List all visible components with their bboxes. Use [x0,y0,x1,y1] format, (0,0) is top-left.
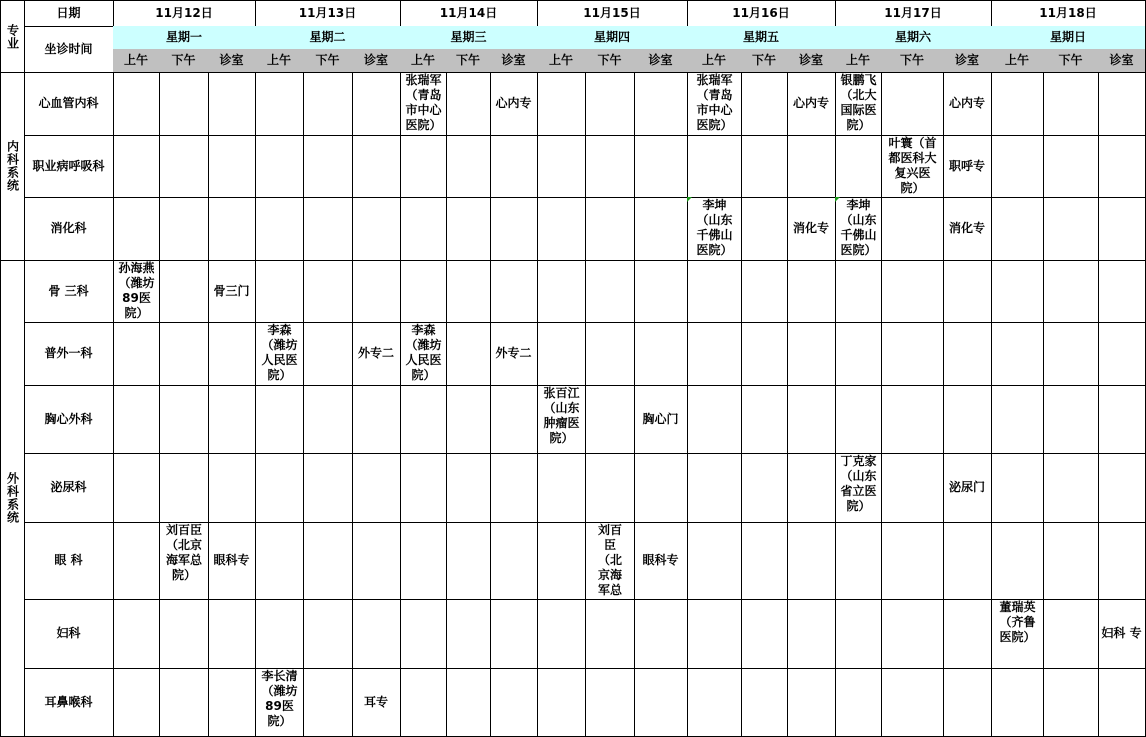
clinic-room [208,385,256,454]
doctor-entry: 李长清 （潍坊 89医 院） [255,668,304,737]
schedule-cell [159,135,209,198]
day-date: 11月12日 [113,0,256,27]
schedule-cell [1043,453,1099,523]
clinic-room [1098,197,1146,261]
day-date: 11月16日 [687,0,836,27]
clinic-room [943,668,992,737]
schedule-cell [835,322,882,386]
afternoon-header: 下午 [446,49,491,73]
room-header: 诊室 [352,49,401,73]
day-weekday: 星期四 [537,26,688,50]
schedule-cell [159,197,209,261]
schedule-cell [303,522,353,600]
schedule-cell [991,453,1044,523]
clinic-room [943,385,992,454]
schedule-cell [113,322,160,386]
schedule-cell [687,260,742,323]
room-header: 诊室 [943,49,992,73]
department-name: 消化科 [24,197,114,261]
schedule-cell [446,599,491,669]
clinic-room [208,599,256,669]
schedule-cell [537,72,586,136]
day-weekday: 星期三 [400,26,538,50]
doctor-entry: 银鹏飞 （北大 国际医 院） [835,72,882,136]
afternoon-header: 下午 [741,49,788,73]
clinic-room: 妇科 专 [1098,599,1146,669]
clinic-room: 职呼专 [943,135,992,198]
schedule-cell [400,135,447,198]
room-header: 诊室 [208,49,256,73]
morning-header: 上午 [687,49,742,73]
clinic-room [787,135,836,198]
schedule-cell [687,453,742,523]
schedule-cell [446,522,491,600]
schedule-cell [835,522,882,600]
clinic-room [352,72,401,136]
schedule-cell [159,599,209,669]
schedule-cell [585,599,635,669]
clinic-room [787,522,836,600]
clinic-room: 眼科专 [208,522,256,600]
clinic-room: 心内专 [787,72,836,136]
clinic-room: 骨三门 [208,260,256,323]
day-date: 11月18日 [991,0,1146,27]
day-date: 11月14日 [400,0,538,27]
schedule-cell [303,668,353,737]
department-name: 普外一科 [24,322,114,386]
room-header: 诊室 [1098,49,1146,73]
schedule-cell [255,599,304,669]
schedule-cell [741,260,788,323]
clinic-room: 外专二 [352,322,401,386]
clinic-room [787,385,836,454]
clinic-room [1098,322,1146,386]
schedule-cell [400,522,447,600]
clinic-room [490,197,538,261]
clinic-room: 消化专 [943,197,992,261]
doctor-entry: 张百江 （山东 肿瘤医 院） [537,385,586,454]
clinic-room [490,385,538,454]
schedule-cell [446,72,491,136]
clinic-room: 耳专 [352,668,401,737]
schedule-cell [687,522,742,600]
clinic-room: 心内专 [943,72,992,136]
clinic-room [490,599,538,669]
schedule-cell [537,522,586,600]
room-header: 诊室 [787,49,836,73]
schedule-cell [537,322,586,386]
schedule-cell [881,197,944,261]
schedule-cell [881,453,944,523]
schedule-cell [741,322,788,386]
schedule-cell [113,453,160,523]
schedule-cell [991,72,1044,136]
clinic-room [352,260,401,323]
schedule-cell [113,522,160,600]
schedule-cell [881,322,944,386]
clinic-room [943,599,992,669]
doctor-entry: 张瑞军 （青岛 市中心 医院） [400,72,447,136]
clinic-room: 眼科专 [634,522,688,600]
clinic-room [634,453,688,523]
schedule-cell [446,197,491,261]
department-name: 妇科 [24,599,114,669]
schedule-cell [537,453,586,523]
schedule-cell [835,135,882,198]
schedule-cell [835,260,882,323]
schedule-cell [446,385,491,454]
clinic-room: 消化专 [787,197,836,261]
schedule-cell [741,197,788,261]
schedule-cell [400,599,447,669]
schedule-cell [303,599,353,669]
schedule-cell [1043,522,1099,600]
schedule-cell [446,322,491,386]
clinic-room [1098,668,1146,737]
schedule-cell [159,453,209,523]
schedule-cell [113,197,160,261]
group-label: 外科系统 [0,260,25,737]
clinic-room [208,197,256,261]
doctor-entry: 叶寰（首 都医科大 复兴医 院） [881,135,944,198]
schedule-cell [113,668,160,737]
schedule-cell [303,453,353,523]
date-header: 日期 [24,0,114,27]
schedule-cell [113,599,160,669]
clinic-room [352,385,401,454]
schedule-cell [881,522,944,600]
clinic-room [634,72,688,136]
department-name: 职业病呼吸科 [24,135,114,198]
day-date: 11月17日 [835,0,992,27]
schedule-cell [446,668,491,737]
schedule-cell [687,668,742,737]
specialty-header: 专业 [0,0,25,73]
schedule-cell [537,197,586,261]
schedule-cell [303,135,353,198]
clinic-room [352,599,401,669]
schedule-cell [303,260,353,323]
clinic-room [352,135,401,198]
schedule-cell [1043,260,1099,323]
schedule-cell [255,385,304,454]
schedule-cell [113,135,160,198]
clinic-room [490,260,538,323]
doctor-entry: 孙海燕 （潍坊 89医 院） [113,260,160,323]
schedule-cell [585,385,635,454]
schedule-cell [585,453,635,523]
clinic-room [634,197,688,261]
schedule-cell [1043,668,1099,737]
schedule-cell [446,453,491,523]
schedule-cell [881,260,944,323]
clinic-room: 泌尿门 [943,453,992,523]
schedule-cell [741,72,788,136]
schedule-cell [741,599,788,669]
schedule-cell [585,135,635,198]
schedule-cell [1043,599,1099,669]
doctor-entry: 李坤 （山东 千佛山 医院） [835,197,882,261]
doctor-entry: 李坤 （山东 千佛山 医院） [687,197,742,261]
schedule-cell [991,385,1044,454]
schedule-cell [537,135,586,198]
schedule-cell [687,135,742,198]
schedule-cell [255,453,304,523]
schedule-cell [687,385,742,454]
day-date: 11月15日 [537,0,688,27]
schedule-cell [991,197,1044,261]
schedule-cell [741,385,788,454]
clinic-room [634,135,688,198]
room-header: 诊室 [634,49,688,73]
schedule-cell [159,668,209,737]
afternoon-header: 下午 [1043,49,1099,73]
clinic-room [634,260,688,323]
schedule-cell [835,385,882,454]
schedule-cell [1043,135,1099,198]
clinic-room [634,668,688,737]
morning-header: 上午 [991,49,1044,73]
morning-header: 上午 [400,49,447,73]
clinic-room: 外专二 [490,322,538,386]
clinic-room [787,453,836,523]
clinic-room [208,668,256,737]
clinic-room [1098,260,1146,323]
schedule-cell [1043,322,1099,386]
clinic-room [634,599,688,669]
department-name: 心血管内科 [24,72,114,136]
schedule-cell [446,260,491,323]
afternoon-header: 下午 [303,49,353,73]
schedule-cell [537,260,586,323]
clinic-room [1098,385,1146,454]
schedule-cell [303,197,353,261]
doctor-entry: 董瑞英 （齐鲁 医院） [991,599,1044,669]
department-name: 骨 三科 [24,260,114,323]
clinic-room [490,453,538,523]
clinic-room [1098,453,1146,523]
schedule-cell [255,197,304,261]
clinic-room [634,322,688,386]
schedule-cell [585,197,635,261]
schedule-cell [1043,197,1099,261]
schedule-cell [446,135,491,198]
schedule-cell [835,668,882,737]
schedule-cell [991,135,1044,198]
clinic-room [787,599,836,669]
time-header: 坐诊时间 [24,26,114,73]
schedule-cell [400,385,447,454]
doctor-entry: 刘百臣 （北京 海军总 院） [159,522,209,600]
clinic-room [208,135,256,198]
schedule-cell [585,668,635,737]
clinic-room [490,135,538,198]
department-name: 泌尿科 [24,453,114,523]
schedule-cell [585,260,635,323]
schedule-cell [303,322,353,386]
doctor-entry: 张瑞军 （青岛 市中心 医院） [687,72,742,136]
day-weekday: 星期六 [835,26,992,50]
schedule-cell [741,522,788,600]
clinic-room [787,668,836,737]
day-weekday: 星期日 [991,26,1146,50]
schedule-cell [687,322,742,386]
schedule-cell [881,668,944,737]
schedule-cell [400,453,447,523]
schedule-cell [687,599,742,669]
schedule-cell [303,72,353,136]
morning-header: 上午 [537,49,586,73]
clinic-room [787,260,836,323]
schedule-cell [991,322,1044,386]
schedule-cell [113,72,160,136]
schedule-cell [881,72,944,136]
schedule-cell [741,668,788,737]
schedule-cell [400,668,447,737]
schedule-cell [991,260,1044,323]
doctor-entry: 李森 （潍坊 人民医 院） [400,322,447,386]
clinic-room [352,453,401,523]
schedule-cell [400,260,447,323]
schedule-cell [159,72,209,136]
clinic-room [490,668,538,737]
schedule-cell [159,260,209,323]
department-name: 眼 科 [24,522,114,600]
doctor-entry: 丁克家 （山东 省立医 院） [835,453,882,523]
schedule-cell [255,260,304,323]
clinic-room [787,322,836,386]
clinic-room [943,260,992,323]
doctor-entry: 李森 （潍坊 人民医 院） [255,322,304,386]
clinic-room [352,522,401,600]
clinic-room [943,322,992,386]
schedule-cell [741,135,788,198]
schedule-cell [991,668,1044,737]
schedule-cell [537,668,586,737]
room-header: 诊室 [490,49,538,73]
day-weekday: 星期一 [113,26,256,50]
schedule-cell [881,599,944,669]
clinic-room [943,522,992,600]
morning-header: 上午 [113,49,160,73]
schedule-cell [255,72,304,136]
doctor-entry: 刘百 臣 （北 京海 军总 [585,522,635,600]
schedule-cell [255,135,304,198]
afternoon-header: 下午 [159,49,209,73]
schedule-cell [835,599,882,669]
day-weekday: 星期二 [255,26,401,50]
day-date: 11月13日 [255,0,401,27]
clinic-room [208,453,256,523]
department-name: 胸心外科 [24,385,114,454]
schedule-cell [303,385,353,454]
clinic-room [1098,522,1146,600]
day-weekday: 星期五 [687,26,836,50]
schedule-cell [113,385,160,454]
morning-header: 上午 [255,49,304,73]
schedule-cell [881,385,944,454]
clinic-room: 心内专 [490,72,538,136]
clinic-room [352,197,401,261]
schedule-cell [585,72,635,136]
schedule-cell [537,599,586,669]
clinic-room [490,522,538,600]
schedule-cell [255,522,304,600]
clinic-room [208,72,256,136]
schedule-cell [1043,385,1099,454]
clinic-room [208,322,256,386]
morning-header: 上午 [835,49,882,73]
schedule-cell [991,522,1044,600]
schedule-cell [585,322,635,386]
schedule-cell [159,385,209,454]
clinic-room: 胸心门 [634,385,688,454]
schedule-cell [1043,72,1099,136]
afternoon-header: 下午 [881,49,944,73]
department-name: 耳鼻喉科 [24,668,114,737]
clinic-room [1098,72,1146,136]
clinic-room [1098,135,1146,198]
group-label: 内科系统 [0,72,25,261]
schedule-cell [741,453,788,523]
schedule-cell [400,197,447,261]
schedule-cell [159,322,209,386]
afternoon-header: 下午 [585,49,635,73]
